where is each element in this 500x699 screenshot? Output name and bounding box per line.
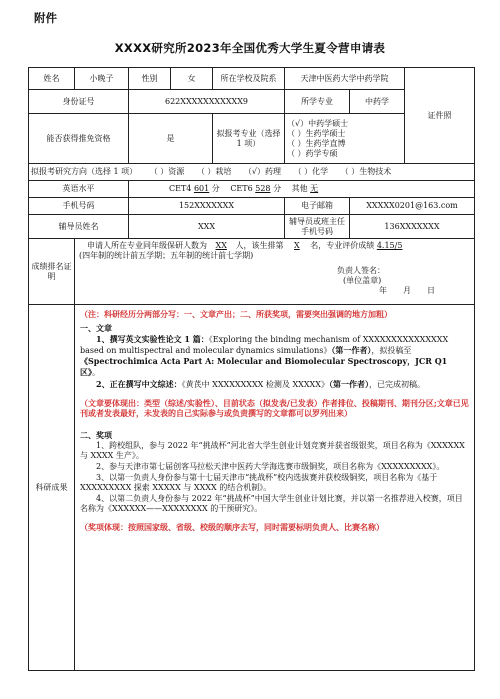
table-row (29, 198, 475, 215)
table-row (29, 305, 475, 671)
counselor-phone-label: 辅导员或班主任手机号码 (285, 215, 350, 239)
gender-label: 性别 (129, 68, 171, 90)
counselor-phone-value: 136XXXXXXX (350, 215, 475, 239)
signer-label: 负责人签名： (337, 266, 385, 275)
ranking-label: 成绩排名证明 (29, 239, 75, 305)
name-label: 姓名 (29, 68, 75, 90)
direction-option[interactable]: （ ）栽培 (196, 167, 232, 176)
award-item: 1、跨校组队，参与 2022 年“挑战杯”河北省大学生创业计划竞赛并获省级银奖，项目名称为《XXXXXX 与 XXXX 生产》。 (80, 441, 465, 460)
table-row (29, 215, 475, 239)
recommend-label: 能否获得推免资格 (29, 114, 129, 164)
table-row (29, 164, 475, 181)
photo-cell: 证件照 (405, 68, 475, 164)
ranking-content (75, 239, 475, 305)
english-scores (129, 181, 475, 198)
date-label: 年 月 日 (379, 286, 435, 295)
article-item (80, 379, 469, 390)
direction-option[interactable]: （ ）生物技术 (340, 167, 392, 176)
cet6-unit: 分 (273, 184, 282, 193)
table-row (29, 68, 475, 90)
ranking-text: 名，专业评价成绩 (310, 241, 375, 250)
article-text: （第一作者） (328, 379, 369, 389)
article-text: 《Exploring the binding mechanism of XXXXXXXXXXXXXXX based on multispectral and molecular dynamics simulations》 (80, 335, 449, 355)
counselor-value: XXX (129, 215, 285, 239)
cet6-label: CET6 (230, 184, 253, 193)
ranking-text: 申请人所在专业同年级保研人数为 (87, 241, 207, 250)
table-row (29, 239, 475, 305)
article-item (80, 334, 469, 378)
award-item: 3、以第一负责人身份参与第十七届天津市“挑战杯”校内选拔赛并获校级铜奖，项目名称为《基于 XXXXXXXXX 探索 XXXXX 与 XXXX 的结合机制》。 (80, 473, 438, 492)
article-text: 。 (92, 368, 100, 377)
school-label: 所在学校及院系 (213, 68, 285, 90)
other-value: 无 (310, 184, 319, 193)
direction-option[interactable]: （ ）资源 (149, 167, 185, 176)
article-text: 《Spectrochimica Acta Part A: Molecular and Biomolecular Spectroscopy，JCR Q1 区》 (80, 356, 448, 377)
option-item[interactable]: （√）中药学硕士 (287, 118, 349, 128)
form-title: XXXX研究所2023年全国优秀大学生夏令营申请表 (114, 41, 386, 55)
option-item[interactable]: （ ）生药学直博 (287, 138, 346, 148)
phone-label: 手机号码 (29, 198, 129, 215)
email-value: XXXXX0201@163.com (350, 198, 475, 215)
seal-label: (单位盖章) (343, 276, 382, 285)
phone-value: 152XXXXXXX (129, 198, 285, 215)
research-note: （文章要体现出：类型（综述/实验性）、目前状态（拟发表/已发表）作者排位、投稿期刊、期刊分区;文章已见刊或者发表最好，未发表的自己实际参与或负责撰写的文章都可以罗列出来） (80, 398, 469, 418)
id-label: 身份证号 (29, 90, 129, 114)
article-text: 2、正在撰写中文综述： (96, 379, 182, 389)
application-form-table (28, 67, 475, 671)
article-text: （第一作者） (331, 345, 372, 355)
direction-option[interactable]: （ ）化学 (293, 167, 329, 176)
section-articles: 一、文章 (80, 323, 112, 333)
id-value: 622XXXXXXXXXXX9 (129, 90, 285, 114)
school-value: 天津中医药大学中药学院 (285, 68, 405, 90)
recommend-value: 是 (129, 114, 213, 164)
section-awards: 二、奖项 (80, 430, 112, 440)
option-item[interactable]: （ ）生药学硕士 (287, 128, 346, 138)
apply-major-options (285, 114, 405, 164)
cet4-unit: 分 (211, 184, 220, 193)
article-text: 1、撰写英文实验性论文 1 篇： (96, 334, 209, 344)
other-label: 其他 (291, 184, 308, 193)
major-label: 所学专业 (285, 90, 350, 114)
direction-option[interactable]: （√）药理 (243, 167, 282, 176)
cet4-label: CET4 (169, 184, 192, 193)
gender-value: 女 (171, 68, 213, 90)
annex-label: 附件 (34, 11, 57, 25)
counselor-label: 辅导员姓名 (29, 215, 129, 239)
award-item: 2、参与天津市第七届创客马拉松天津中医药大学海选赛市级铜奖，项目名称为《XXXXXXXXX》。 (96, 462, 445, 471)
option-item[interactable]: （ ）药学专硕 (287, 148, 338, 158)
article-text: ，已完成初稿。 (368, 380, 425, 389)
research-direction-row (29, 164, 475, 181)
major-value: 中药学 (350, 90, 405, 114)
cet6-score: 528 (255, 184, 271, 193)
cet4-score: 601 (193, 184, 210, 193)
article-text: 《黄芪中 XXXXXXXXX 检测及 XXXXX》 (181, 380, 329, 389)
research-note: （注：科研经历分两部分写：一、文章产出；二、所获奖项，需要突出强调的地方加粗） (80, 309, 392, 319)
research-content (75, 305, 475, 671)
award-item: 4、以第二负责人身份参与 2022 年“挑战杯”中国大学生创业计划比赛，并以第一名推荐进入校赛，项目名称为《XXXXXX——XXXXXXXX 的干预研究》。 (80, 494, 463, 513)
apply-major-label: 拟报考专业（选择 1 项） (213, 114, 285, 164)
research-label: 科研成果 (29, 305, 75, 671)
ranking-count: XX (215, 241, 227, 250)
email-label: 电子邮箱 (285, 198, 350, 215)
english-label: 英语水平 (29, 181, 129, 198)
article-text: ，拟投稿至 (371, 346, 412, 355)
ranking-rank: X (294, 241, 300, 250)
ranking-gpa: 4.15/5 (376, 241, 403, 250)
name-value: 小晚子 (75, 68, 129, 90)
research-note: （奖项体现：按照国家级、省级、校级的顺序去写，同时需要标明负责人、比赛名称） (80, 522, 384, 532)
ranking-note: (四年制的统计前五学期；五年制的统计前七学期) (79, 251, 254, 260)
table-row (29, 181, 475, 198)
direction-label: 拟报考研究方向（选择 1 项） (31, 167, 138, 176)
ranking-text: 人，该生排第 (235, 241, 284, 250)
